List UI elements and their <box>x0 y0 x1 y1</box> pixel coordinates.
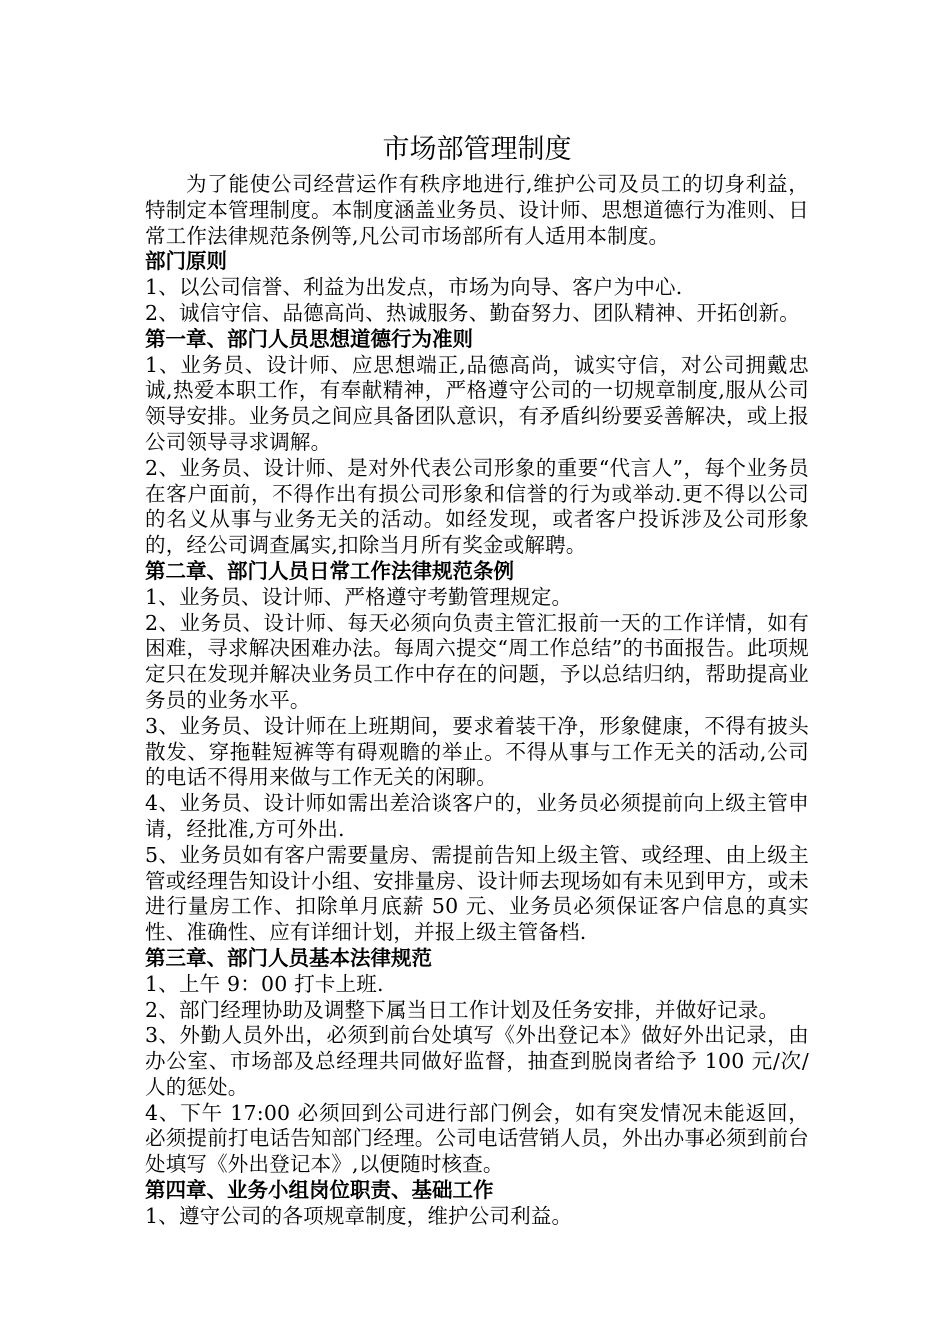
section-item: 4、业务员、设计师如需出差洽谈客户的，业务员必须提前向上级主管申请，经批准,方可外出. <box>145 791 809 841</box>
section-chapter-3 <box>145 946 809 1178</box>
section-item: 3、外勤人员外出，必须到前台处填写《外出登记本》做好外出记录，由办公室、市场部及总经理共同做好监督，抽查到脱岗者给予 100 元/次/人的惩处。 <box>145 1023 809 1099</box>
section-chapter-1 <box>145 327 809 559</box>
document-title: 市场部管理制度 <box>382 134 572 165</box>
section-item: 2、业务员、设计师、是对外代表公司形象的重要“代言人”，每个业务员在客户面前，不得作出有损公司形象和信誉的行为或举动.更不得以公司的名义从事与业务无关的活动。如经发现，或者客户投诉涉及公司形象的，经公司调查属实,扣除当月所有奖金或解聘。 <box>145 455 809 558</box>
section-heading: 第二章、部门人员日常工作法律规范条例 <box>145 558 514 583</box>
section-item: 1、上午 9：00 打卡上班. <box>145 971 384 996</box>
section-item: 4、下午 17:00 必须回到公司进行部门例会，如有突发情况未能返回，必须提前打电话告知部门经理。公司电话营销人员，外出办事必须到前台处填写《外出登记本》,以便随时核查。 <box>145 1100 809 1177</box>
section-item: 1、业务员、设计师、应思想端正,品德高尚，诚实守信，对公司拥戴忠诚,热爱本职工作，有奉献精神，严格遵守公司的一切规章制度,服从公司领导安排。业务员之间应具备团队意识，有矛盾纠纷要妥善解决，或上报公司领导寻求调解。 <box>145 352 809 454</box>
section-heading: 部门原则 <box>145 249 227 274</box>
section-item: 2、部门经理协助及调整下属当日工作计划及任务安排，并做好记录。 <box>145 997 780 1022</box>
section-heading: 第四章、业务小组岗位职责、基础工作 <box>145 1178 494 1203</box>
section-chapter-4 <box>145 1178 809 1230</box>
section-item: 1、业务员、设计师、严格遵守考勤管理规定。 <box>145 584 573 609</box>
section-chapter-2 <box>145 559 809 946</box>
intro-paragraph: 为了能使公司经营运作有秩序地进行,维护公司及员工的切身利益，特制定本管理制度。本制度涵盖业务员、设计师、思想道德行为准则、日常工作法律规范条例等,凡公司市场部所有人适用本制度。 <box>145 172 809 248</box>
section-item: 2、诚信守信、品德高尚、热诚服务、勤奋努力、团队精神、开拓创新。 <box>145 300 800 325</box>
section-heading: 第一章、部门人员思想道德行为准则 <box>145 326 473 351</box>
section-item: 2、业务员、设计师、每天必须向负责主管汇报前一天的工作详情，如有困难，寻求解决困难办法。每周六提交“周工作总结”的书面报告。此项规定只在发现并解决业务员工作中存在的问题，予以总结归纳，帮助提高业务员的业务水平。 <box>145 610 809 712</box>
section-principles <box>145 249 809 326</box>
section-item: 5、业务员如有客户需要量房、需提前告知上级主管、或经理、由上级主管或经理告知设计小组、安排量房、设计师去现场如有未见到甲方，或未进行量房工作、扣除单月底薪 50 元、业务员必须保证客户信息的真实性、准确性、应有详细计划，并报上级主管备档. <box>145 842 809 945</box>
section-item: 1、遵守公司的各项规章制度，维护公司利益。 <box>145 1203 573 1228</box>
section-heading: 第三章、部门人员基本法律规范 <box>145 945 432 970</box>
section-item: 3、业务员、设计师在上班期间，要求着装干净，形象健康，不得有披头散发、穿拖鞋短裤等有碍观瞻的举止。不得从事与工作无关的活动,公司的电话不得用来做与工作无关的闲聊。 <box>145 713 809 790</box>
document-page <box>145 128 809 1230</box>
section-item: 1、以公司信誉、利益为出发点，市场为向导、客户为中心. <box>145 275 683 300</box>
